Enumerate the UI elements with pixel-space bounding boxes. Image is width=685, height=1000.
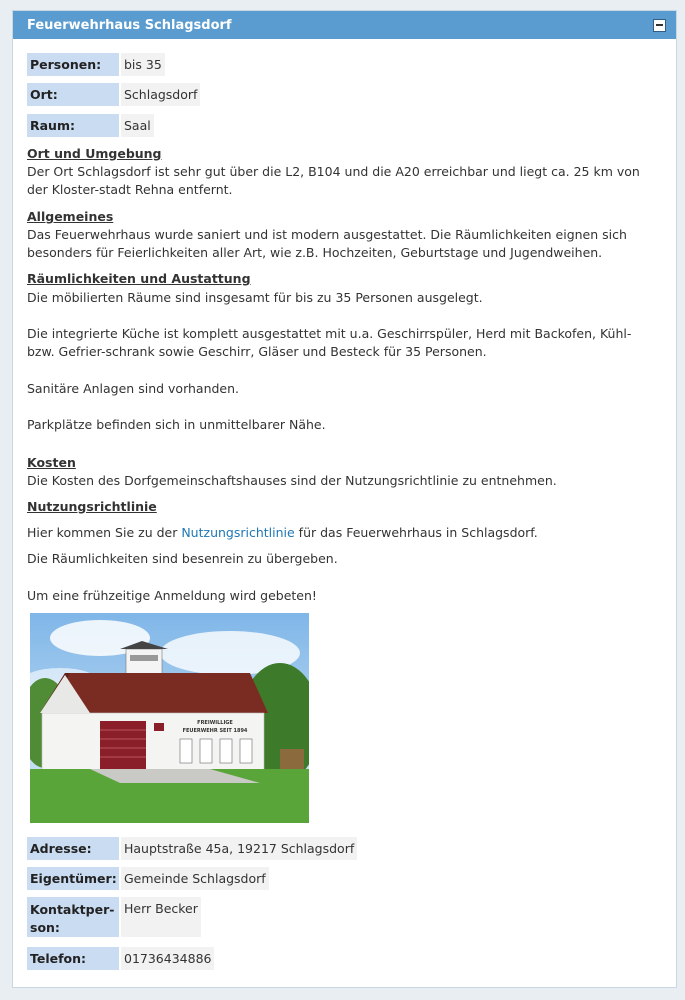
section-heading-allgemeines: Allgemeines <box>27 209 114 224</box>
panel-title: Feuerwehrhaus Schlagsdorf <box>27 17 232 33</box>
section-text-ort: Der Ort Schlagsdorf ist sehr gut über die L2, B104 und die A20 erreichbar und liegt ca. 25 km von der Kloster-stadt Rehna entfernt. <box>27 164 640 197</box>
contact-value: Hauptstraße 45a, 19217 Schlagsdorf <box>121 837 357 860</box>
contact-value: Gemeinde Schlagsdorf <box>121 867 269 890</box>
contact-key: Adresse: <box>27 837 119 860</box>
section-heading-kosten: Kosten <box>27 455 76 470</box>
contact-key: Eigentümer: <box>27 867 119 890</box>
collapse-icon[interactable] <box>653 19 666 32</box>
section-text-nutzung <box>27 524 662 542</box>
section-text-allgemeines: Das Feuerwehrhaus wurde saniert und ist modern ausgestattet. Die Räumlichkeiten eignen sich besonders für Feierlichkeiten aller Art, wie z.B. Hochzeiten, Geburtstage und Jugendweihen. <box>27 227 627 260</box>
sign-line-1: FREIWILLIGE <box>197 720 233 726</box>
contact-value: Herr Becker <box>121 897 201 937</box>
contact-row-adresse <box>27 837 662 860</box>
contact-row-kontaktperson <box>27 897 662 937</box>
nutzung-pre: Hier kommen Sie zu der <box>27 525 182 540</box>
nutzung-post: für das Feuerwehrhaus in Schlagsdorf. <box>294 525 538 540</box>
panel-header <box>13 11 676 39</box>
section-heading-nutzung: Nutzungsrichtlinie <box>27 499 157 514</box>
fact-row-ort <box>27 83 662 106</box>
section-text-kosten: Die Kosten des Dorfgemeinschaftshauses sind der Nutzungsrichtlinie zu entnehmen. <box>27 473 557 488</box>
fact-row-raum <box>27 114 662 137</box>
sign-line-2: FEUERWEHR SEIT 1894 <box>182 728 248 734</box>
section-text-raeume-3: Sanitäre Anlagen sind vorhanden. <box>27 381 240 396</box>
fire-station-image <box>30 613 309 823</box>
section-text-raeume-2: Die integrierte Küche ist komplett ausgestattet mit u.a. Geschirrspüler, Herd mit Backofen, Kühl- bzw. Gefrier-schrank sowie Geschirr, Gläser und Besteck für 35 Personen. <box>27 326 632 359</box>
contact-value: 01736434886 <box>121 947 214 970</box>
fact-key: Ort: <box>27 83 119 106</box>
contact-key: Telefon: <box>27 947 119 970</box>
fact-key: Personen: <box>27 53 119 76</box>
section-text-raeume-1: Die möbilierten Räume sind insgesamt für bis zu 35 Personen ausgelegt. <box>27 290 483 305</box>
contact-row-telefon <box>27 947 662 970</box>
section-text-besenrein: Die Räumlichkeiten sind besenrein zu übergeben. <box>27 551 338 566</box>
nutzungsrichtlinie-link[interactable]: Nutzungsrichtlinie <box>181 525 295 540</box>
section-heading-ort: Ort und Umgebung <box>27 146 162 161</box>
section-heading-raeume: Räumlichkeiten und Austattung <box>27 271 251 286</box>
fact-row-personen <box>27 53 662 76</box>
contact-key: Kontaktper-son: <box>27 897 119 937</box>
fact-key: Raum: <box>27 114 119 137</box>
fire-station-photo <box>30 613 662 823</box>
section-text-raeume-4: Parkplätze befinden sich in unmittelbarer Nähe. <box>27 417 326 432</box>
location-panel <box>12 10 677 988</box>
fact-value: Schlagsdorf <box>121 83 200 106</box>
fact-value: bis 35 <box>121 53 165 76</box>
contact-row-eigentuemer <box>27 867 662 890</box>
section-text-anmeldung: Um eine frühzeitige Anmeldung wird gebeten! <box>27 588 317 603</box>
fact-value: Saal <box>121 114 154 137</box>
